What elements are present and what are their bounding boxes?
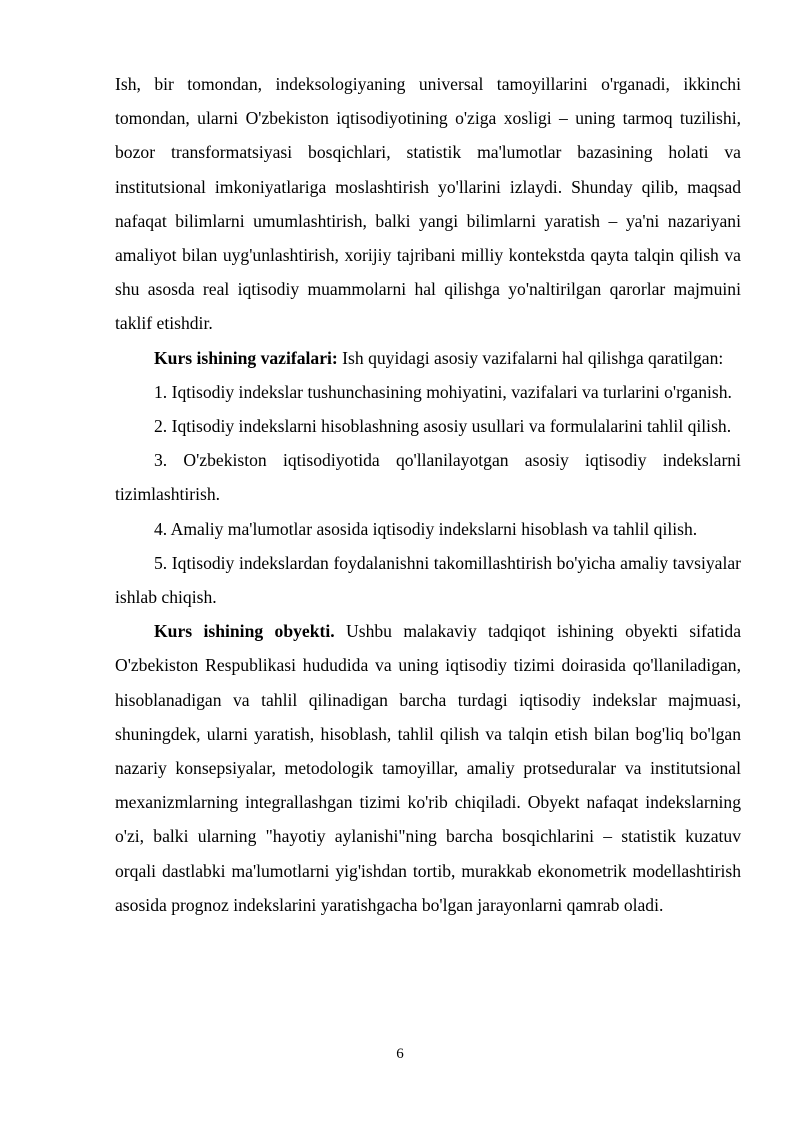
page-body [115,67,741,922]
tasks-paragraph [115,341,741,375]
intro-paragraph: Ish, bir tomondan, indeksologiyaning universal tamoyillarini o'rganadi, ikkinchi tomondan, ularni O'zbekiston iqtisodiyotining o'ziga xosligi – uning tarmoq tuzilishi, bozor transformatsiyasi bosqichlari, statistik ma'lumotlar bazasining holati va institutsional imkoniyatlariga moslashtirish yo'llarini izlaydi. Shunday qilib, maqsad nafaqat bilimlarni umumlashtirish, balki yangi bilimlarni yaratish – ya'ni nazariyani amaliyot bilan uyg'unlashtirish, xorijiy tajribani milliy kontekstda qayta talqin qilish va shu asosda real iqtisodiy muammolarni hal qilishga yo'naltirilgan qarorlar majmuini taklif etishdir. [115,74,741,334]
object-text: Ushbu malakaviy tadqiqot ishining obyekti sifatida O'zbekiston Respublikasi hududida va uning iqtisodiy tizimi doirasida qo'llaniladigan, hisoblanadigan va tahlil qilinadigan barcha turdagi iqtisodiy indekslar majmuasi, shuningdek, ularni yaratish, hisoblash, tahlil qilish va talqin etish bilan bog'liq bo'lgan nazariy konsepsiyalar, metodologik tamoyillar, amaliy protseduralar va institutsional mexanizmlarning integrallashgan tizimi ko'rib chiqiladi. Obyekt nafaqat indekslarning o'zi, balki ularning "hayotiy aylanishi"ning barcha bosqichlarini – statistik kuzatuv orqali dastlabki ma'lumotlarni yig'ishdan tortib, murakkab ekonometrik modellashtirish asosida prognoz indekslarini yaratishgacha bo'lgan jarayonlarni qamrab oladi. [115,621,742,915]
task-item-5: 5. Iqtisodiy indekslardan foydalanishni takomillashtirish bo'yicha amaliy tavsiyalar ishlab chiqish. [115,552,741,608]
task-item-4: 4. Amaliy ma'lumotlar asosida iqtisodiy indekslarni hisoblash va tahlil qilish. [154,518,698,539]
tasks-intro-text: Ish quyidagi asosiy vazifalarni hal qilishga qaratilgan: [337,347,724,368]
task-item-3: 3. O'zbekiston iqtisodiyotida qo'llanilayotgan asosiy iqtisodiy indekslarni tizimlashtirish. [115,450,741,505]
task-item-1: 1. Iqtisodiy indekslar tushunchasining mohiyatini, vazifalari va turlarini o'rganish. [154,381,732,402]
page-number: 6 [396,1046,404,1062]
object-paragraph [115,614,741,922]
tasks-heading: Kurs ishining vazifalari: [154,347,338,368]
object-heading: Kurs ishining obyekti. [154,621,335,642]
task-item-2: 2. Iqtisodiy indekslarni hisoblashning asosiy usullari va formulalarini tahlil qilish. [154,416,732,437]
